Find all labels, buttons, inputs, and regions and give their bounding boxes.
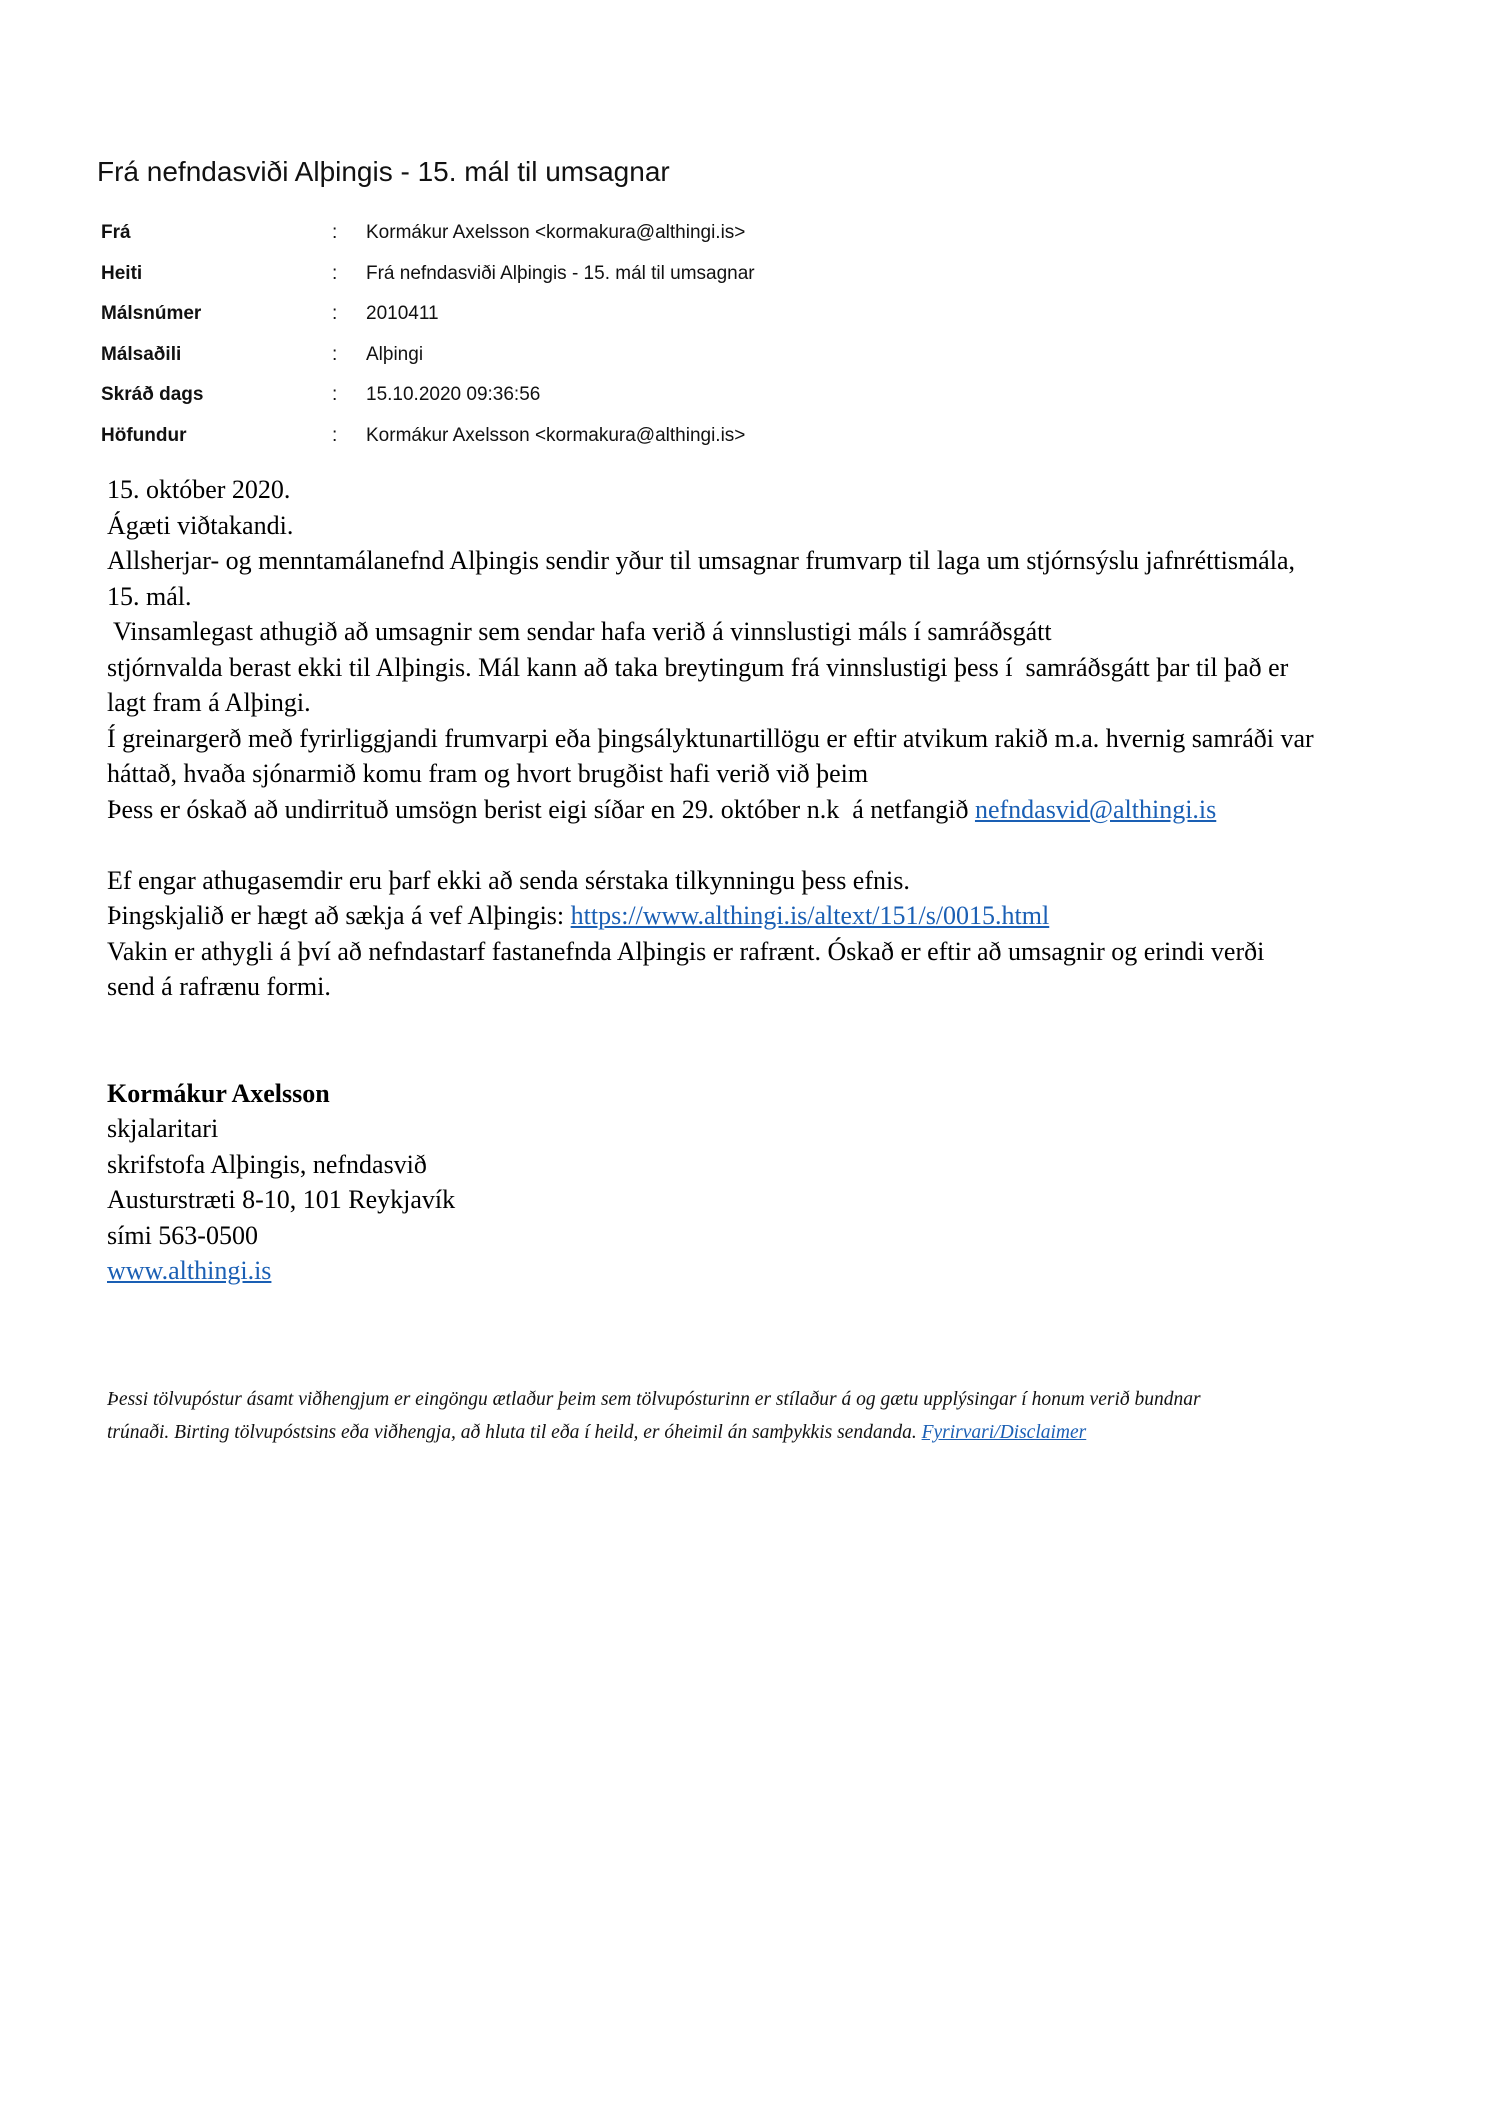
body-paragraph-document-link [107,898,1427,934]
document-url-link[interactable]: https://www.althingi.is/altext/151/s/0015.html [570,901,1050,930]
meta-label: Málsaðili [101,343,182,365]
email-subject-title: Frá nefndasviði Alþingis - 15. mál til umsagnar [97,156,670,187]
meta-value: 2010411 [366,303,439,325]
disclaimer-text: trúnaði. Birting tölvupóstsins eða viðhengja, að hluta til eða í heild, er óheimil án samþykkis sendanda. [107,1422,922,1443]
body-paragraph: Vakin er athygli á því að nefndastarf fastanefnda Alþingis er rafrænt. Óskað er eftir að umsagnir og erindi verði [107,936,1265,966]
body-paragraph: háttað, hvaða sjónarmið komu fram og hvort brugðist hafi verið við þeim [107,759,869,788]
meta-separator: : [332,424,338,446]
meta-separator: : [332,343,338,365]
body-paragraph: Í greinargerð með fyrirliggjandi frumvarpi eða þingsályktunartillögu er eftir atvikum rakið m.a. hvernig samráði var [107,723,1314,753]
meta-label: Frá [101,222,131,243]
signature-name: Kormákur Axelsson [107,1078,330,1108]
disclaimer-link[interactable]: Fyrirvari/Disclaimer [921,1422,1087,1443]
meta-value: Kormákur Axelsson <kormakura@althingi.is> [366,424,746,446]
signature-office: skrifstofa Alþingis, nefndasvið [107,1149,427,1179]
meta-separator: : [332,262,338,284]
body-date: 15. október 2020. [107,475,291,504]
body-paragraph: Ef engar athugasemdir eru þarf ekki að senda sérstaka tilkynningu þess efnis. [107,865,910,895]
body-paragraph-deadline [107,792,1427,828]
body-paragraph: stjórnvalda berast ekki til Alþingis. Mál kann að taka breytingum frá vinnslustigi þess í samráðsgátt þar til það er [107,652,1289,682]
deadline-text: Þess er óskað að undirrituð umsögn berist eigi síðar en 29. október n.k á netfangið [107,794,975,824]
signature-website-link[interactable]: www.althingi.is [107,1256,272,1285]
signature-role: skjalaritari [107,1114,219,1143]
disclaimer-text-line2 [107,1416,1427,1449]
meta-separator: : [332,222,338,243]
body-paragraph: Vinsamlegast athugið að umsagnir sem sendar hafa verið á vinnslustigi máls í samráðsgátt [107,617,1052,646]
body-paragraph: Allsherjar- og menntamálanefnd Alþingis sendir yður til umsagnar frumvarp til laga um stjórnsýslu jafnréttismála, [107,546,1295,575]
signature-address: Austurstræti 8-10, 101 Reykjavík [107,1185,456,1214]
meta-value: Kormákur Axelsson <kormakura@althingi.is> [366,222,746,243]
meta-label: Höfundur [101,424,187,446]
meta-label: Heiti [101,262,143,284]
body-greeting: Ágæti viðtakandi. [107,510,294,540]
body-paragraph: lagt fram á Alþingi. [107,688,311,717]
email-disclaimer [107,1383,1427,1449]
body-paragraph: 15. mál. [107,581,192,611]
meta-label: Skráð dags [101,384,204,406]
spacer [107,1005,1427,1076]
meta-value: Alþingi [366,343,424,365]
meta-separator: : [332,303,338,325]
meta-separator: : [332,384,338,406]
email-address-link[interactable]: nefndasvid@althingi.is [974,794,1217,824]
spacer [107,827,1427,863]
meta-value: 15.10.2020 09:36:56 [366,384,541,406]
signature-phone: sími 563-0500 [107,1220,258,1250]
email-body [107,472,1427,1289]
disclaimer-text: Þessi tölvupóstur ásamt viðhengjum er eingöngu ætlaður þeim sem tölvupósturinn er stílaður á og gætu upplýsingar í honum verið bundnar [107,1389,1201,1410]
body-paragraph: send á rafrænu formi. [107,972,331,1001]
document-link-text: Þingskjalið er hægt að sækja á vef Alþingis: [107,901,571,930]
meta-label: Málsnúmer [101,303,202,325]
meta-value: Frá nefndasviði Alþingis - 15. mál til umsagnar [366,262,755,284]
